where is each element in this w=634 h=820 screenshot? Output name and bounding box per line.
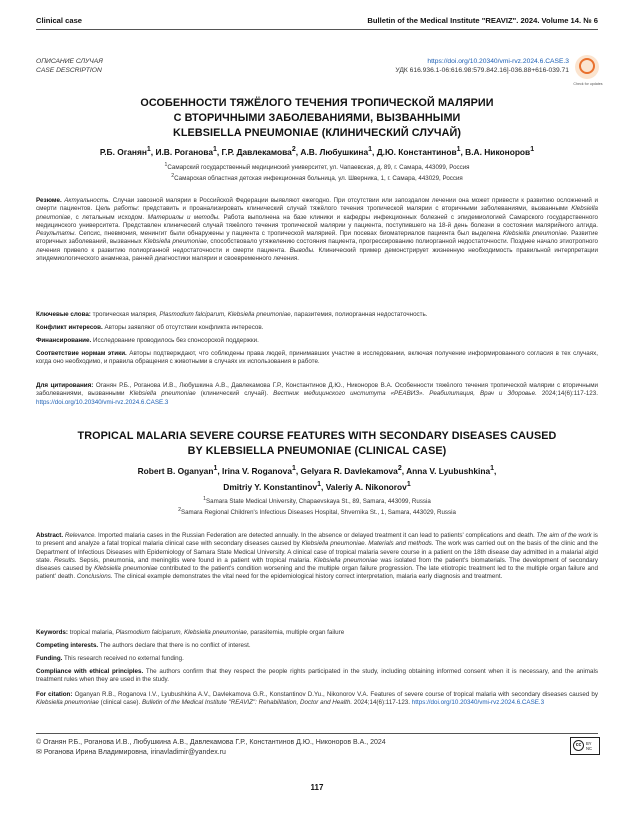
ethics-en: Compliance with ethical principles. The authors confirm that they respect the people rights participated in the study, including obtaining informed consent when it is necessary, and the animals treatment rules when they are used in the study. (36, 668, 598, 684)
doi-link[interactable]: https://doi.org/10.20340/vmi-rvz.2024.6.CASE.3 (427, 58, 569, 65)
author-en: Dmitriy Y. Konstantinov$^1$ (223, 480, 322, 492)
check-for-updates-icon[interactable] (575, 55, 599, 79)
affiliations-ru (36, 161, 598, 184)
check-for-updates-label: Check for updates (573, 82, 603, 86)
author-ru: Р.Б. Оганян$^1$ (99, 146, 151, 157)
title-ru-line-1: ОСОБЕННОСТИ ТЯЖЁЛОГО ТЕЧЕНИЯ ТРОПИЧЕСКОЙ МАЛЯРИИ (140, 97, 494, 109)
cc-logo: cc (573, 740, 584, 751)
contact-line (36, 748, 386, 758)
cc-terms: BY NC (586, 741, 593, 751)
author-ru: В.А. Никоноров$^1$ (465, 146, 535, 157)
abstract-en: Abstract. Relevance. Imported malaria cases in the Russian Federation are detected annually. In the absence or delayed treatment it can lead to patients' complications and death. The aim of the work is to present and analyze a fatal tropical malaria clinical case with secondary diseases caused by Klebsiella pneumoniae. Materials and methods. The work was carried out on the basis of the clinic and the Department of Infectious Diseases with Epidemiology of Samara State Medical University. A clinical case of tropical malaria severe course in a patient on the 18th disease day admitted in a malarial algid state. Results. Sepsis, pneumonia, and meningitis were found in a patient with tropical malaria. Klebsiella pneumoniae was isolated from the patient's biomaterials. The development of secondary diseases caused by Klebsiella pneumoniae contributed to the patient's condition worsening and the multiple organ failure progression. The late etiotropic treatment led to the multiple organ failure and patient' death. Conclusions. The clinical example demonstrates the vital need for the epidemiological history correct interpretation, malaria early diagnosis and treatment. (36, 532, 598, 581)
citation-en: For citation: Oganyan R.B., Roganova I.V., Lyubushkina A.V., Davlekamova G.R., Konstantinov D.Yu., Nikonorov V.A. Features of severe course of tropical malaria with secondary diseases caused by Klebsiella pneumoniae (clinical case). Bulletin of the Medical Institute "REAVIZ": Rehabilitation, Doctor and Health. 2024;14(6):117-123. https://doi.org/10.20340/vmi-rvz.2024.6.CASE.3 (36, 691, 598, 707)
keywords-ru: Ключевые слова: тропическая малярия, Plasmodium falciparum, Klebsiella pneumoniae, паразитемия, полиорганная недостаточность. (36, 311, 428, 318)
affiliation-en-2: $^2$Samara Regional Children's Infectious Diseases Hospital, Shvernika St., 1, Samara, 443029, Russia (178, 507, 456, 517)
authors-en (36, 462, 598, 494)
author-ru: Д.Ю. Константинов$^1$ (376, 146, 461, 157)
article-type-ru: ОПИСАНИЕ СЛУЧАЯ (36, 58, 103, 65)
cc-license-icon[interactable] (570, 737, 600, 755)
author-en: Valeriy A. Nikonorov$^1$ (325, 480, 411, 492)
title-ru-line-3: KLEBSIELLA PNEUMONIAE (КЛИНИЧЕСКИЙ СЛУЧАЙ) (172, 127, 462, 139)
author-en: Gelyara R. Davlekamova$^2$ (300, 465, 402, 476)
title-ru-line-2: С ВТОРИЧНЫМИ ЗАБОЛЕВАНИЯМИ, ВЫЗВАННЫМИ (173, 112, 461, 124)
citation-ru: Для цитирования: Оганян Р.Б., Роганова И.В., Любушкина А.В., Давлекамова Г.Р., Константинов Д.Ю., Никоноров В.А. Особенности тяжёлого течения тропической малярии с вторичными заболеваниями, вызванными Klebsiella pneumoniae (клинический случай). Вестник медицинского института «РЕАВИЗ». Реабилитация, Врач и Здоровье. 2024;14(6):117-123. https://doi.org/10.20340/vmi-rvz.2024.6.CASE.3 (36, 382, 598, 406)
page-number: 117 (310, 783, 324, 792)
running-header (36, 16, 598, 28)
authors-ru: Р.Б. Оганян$^1$, И.В. Роганова$^1$, Г.Р. Давлекамова$^2$, А.В. Любушкина$^1$, Д.Ю. Константинов$^1$, В.А. Никоноров$^1$ (99, 146, 535, 157)
affiliations-en (36, 495, 598, 518)
author-ru: Г.Р. Давлекамова$^2$ (221, 146, 296, 157)
keywords-en: Keywords: tropical malaria, Plasmodium falciparum, Klebsiella pneumoniae, parasitemia, multiple organ failure (36, 629, 345, 636)
conflict-en: Competing interests. The authors declare that there is no conflict of interest. (36, 642, 251, 649)
affiliation-ru-1: $^1$Самарский государственный медицинский университет, ул. Чапаевская, д. 89, г. Самара, 443099, Россия (164, 162, 470, 172)
funding-en: Funding. This research received no external funding. (36, 655, 184, 662)
citation-en-doi-link[interactable]: https://doi.org/10.20340/vmi-rvz.2024.6.CASE.3 (411, 699, 545, 707)
author-en: Robert B. Oganyan$^1$ (137, 465, 218, 476)
author-ru: А.В. Любушкина$^1$ (300, 146, 373, 157)
title-en (50, 429, 584, 459)
authors-en-line-1: Robert B. Oganyan$^1$, Irina V. Roganova$^1$, Gelyara R. Davlekamova$^2$, Anna V. Lyubushkina$^1$, (137, 465, 497, 476)
title-ru (50, 96, 584, 141)
conflict-ru: Конфликт интересов. Авторы заявляют об отсутствии конфликта интересов. (36, 324, 264, 331)
article-type-en: CASE DESCRIPTION (36, 66, 102, 74)
header-rule (36, 29, 598, 30)
affiliation-en-1: $^1$Samara State Medical University, Chapaevskaya St., 89, Samara, 443099, Russia (203, 496, 431, 506)
footer-rule (36, 733, 598, 734)
article-identifiers (395, 58, 569, 75)
author-en: Irina V. Roganova$^1$ (222, 465, 296, 476)
journal-issue-label: Bulletin of the Medical Institute "REAVIZ". 2024. Volume 14. № 6 (367, 16, 598, 25)
author-en: Anna V. Lyubushkina$^1$ (406, 465, 495, 476)
citation-ru-doi-link[interactable]: https://doi.org/10.20340/vmi-rvz.2024.6.CASE.3 (36, 398, 169, 406)
mail-icon: ✉ (36, 749, 42, 756)
abstract-ru: Резюме. Актуальность. Случаи завозной малярии в Российской Федерации выявляют ежегодно. При отсутствии или запоздалом лечении она может привести к развитию осложнений и смерти пациентов. Цель работы: представить и проанализировать клинический случай тяжёлого течения тропической малярии с вторичными заболеваниями, вызванными Klebsiella pneumoniae, с летальным исходом. Материалы и методы. Работа выполнена на базе клиники и кафедры инфекционных болезней с эпидемиологией Самарского государственного медицинского университета. Представлен клинический случай тяжёлого течения тропической малярии у пациента, поступившего на 18-й день болезни в состоянии малярийного алгида. Результаты. Сепсис, пневмония, менингит были обнаружены у пациента с тропической малярией. При посевах биоматериалов пациента был выделена Klebsiella pneumoniae. Развитие вторичных заболеваний, вызванных Klebsiella pneumoniae, способствовало утяжелению состояния пациента, прогрессированию полиорганной недостаточности. Позднее начало этиотропного лечения привело к развитию полиорганной недостаточности и смерти пациента. Выводы. Клинический пример демонстрирует жизненную необходимость правильной интерпретации эпидемиологического анамнеза, ранней диагностики малярии и своевременного лечения. (36, 197, 598, 263)
author-ru: И.В. Роганова$^1$ (155, 146, 217, 157)
ethics-ru: Соответствие нормам этики. Авторы подтверждают, что соблюдены права людей, принимавших участие в исследовании, включая получение информированного согласия в тех случаях, когда оно необходимо, и правила обращения с животными в случаях их использования в работе. (36, 350, 598, 366)
authors-en-line-2: Dmitriy Y. Konstantinov$^1$, Valeriy A. Nikonorov$^1$ (223, 480, 411, 492)
copyright-line: © Оганян Р.Б., Роганова И.В., Любушкина А.В., Давлекамова Г.Р., Константинов Д.Ю., Никоноров В.А., 2024 (36, 739, 386, 746)
contact-name: Роганова Ирина Владимировна, (43, 749, 149, 756)
article-type (36, 58, 103, 75)
funding-ru: Финансирование. Исследование проводилось без спонсорской поддержки. (36, 337, 259, 344)
footer-notes (36, 738, 386, 758)
affiliation-ru-2: $^2$Самарская областная детская инфекционная больница, ул. Шверника, 1, г. Самара, 443029, Россия (171, 173, 463, 183)
title-en-line-2: BY KLEBSIELLA PNEUMONIAE (CLINICAL CASE) (187, 445, 447, 457)
contact-email[interactable]: irinavladimir@yandex.ru (150, 749, 226, 756)
section-label: Clinical case (36, 16, 83, 25)
check-for-updates-ring (579, 58, 595, 74)
udk-code: УДК 616.936.1-06:616.98:579.842.16]-036.88+616-039.71 (395, 66, 569, 74)
title-en-line-1: TROPICAL MALARIA SEVERE COURSE FEATURES WITH SECONDARY DISEASES CAUSED (77, 430, 557, 442)
